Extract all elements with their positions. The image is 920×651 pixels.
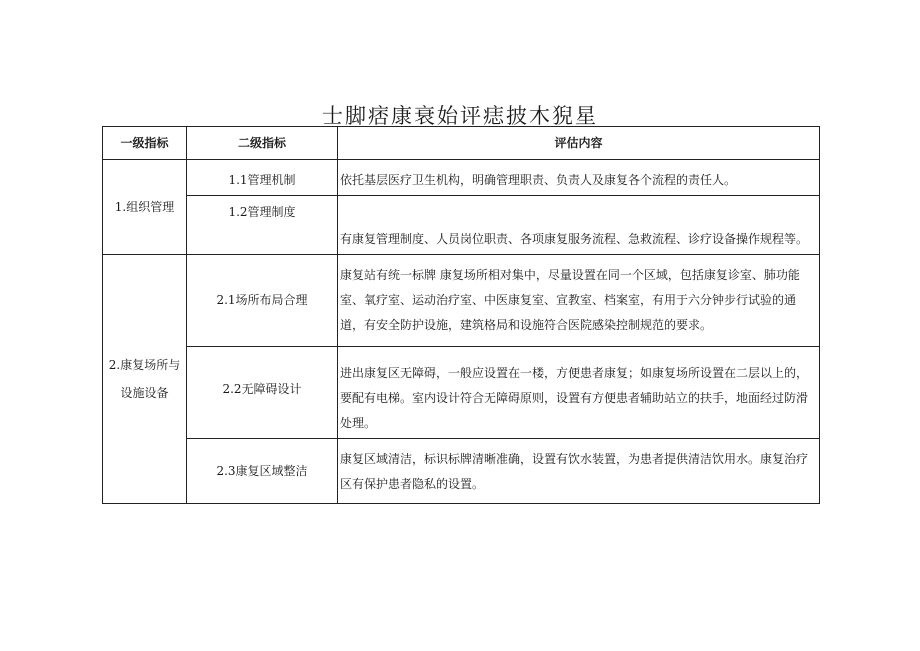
level2-cell: 1.2管理制度	[187, 196, 338, 255]
level1-line: 设施设备	[120, 386, 169, 400]
content-cell: 依托基层医疗卫生机构，明确管理职责、负责人及康复各个流程的责任人。	[338, 160, 820, 196]
table-row	[103, 347, 820, 439]
table-row	[103, 439, 820, 504]
level1-cell-facility	[103, 255, 187, 504]
level2-cell: 2.1场所布局合理	[187, 255, 338, 347]
header-level1: 一级指标	[103, 127, 187, 160]
table-row	[103, 160, 820, 196]
level2-cell: 2.3康复区域整洁	[187, 439, 338, 504]
content-cell: 进出康复区无障碍，一般应设置在一楼，方便患者康复；如康复场所设置在二层以上的，要配有电梯。室内设计符合无障碍原则，设置有方便患者辅助站立的扶手，地面经过防滑处理。	[338, 347, 820, 439]
header-content: 评估内容	[338, 127, 820, 160]
table-row	[103, 255, 820, 347]
level2-cell: 1.1管理机制	[187, 160, 338, 196]
level1-cell-org: 1.组织管理	[103, 160, 187, 255]
level1-line: 2.康复场所与	[108, 358, 181, 372]
content-cell: 康复区域清洁，标识标牌清晰准确，设置有饮水装置，为患者提供清洁饮用水。康复治疗区有保护患者隐私的设置。	[338, 439, 820, 504]
document-title: 士脚痞康衰始评痣披木猊星	[322, 104, 598, 128]
level2-cell: 2.2无障碍设计	[187, 347, 338, 439]
table-header-row	[103, 127, 820, 160]
content-cell: 康复站有统一标牌 康复场所相对集中，尽量设置在同一个区域，包括康复诊室、肺功能室、氧疗室、运动治疗室、中医康复室、宣教室、档案室，有用于六分钟步行试验的通道，有安全防护设施，建筑格局和设施符合医院感染控制规范的要求。	[338, 255, 820, 347]
evaluation-table	[102, 126, 820, 504]
table-row	[103, 196, 820, 255]
header-level2: 二级指标	[187, 127, 338, 160]
content-cell: 有康复管理制度、人员岗位职责、各项康复服务流程、急救流程、诊疗设备操作规程等。	[338, 196, 820, 255]
